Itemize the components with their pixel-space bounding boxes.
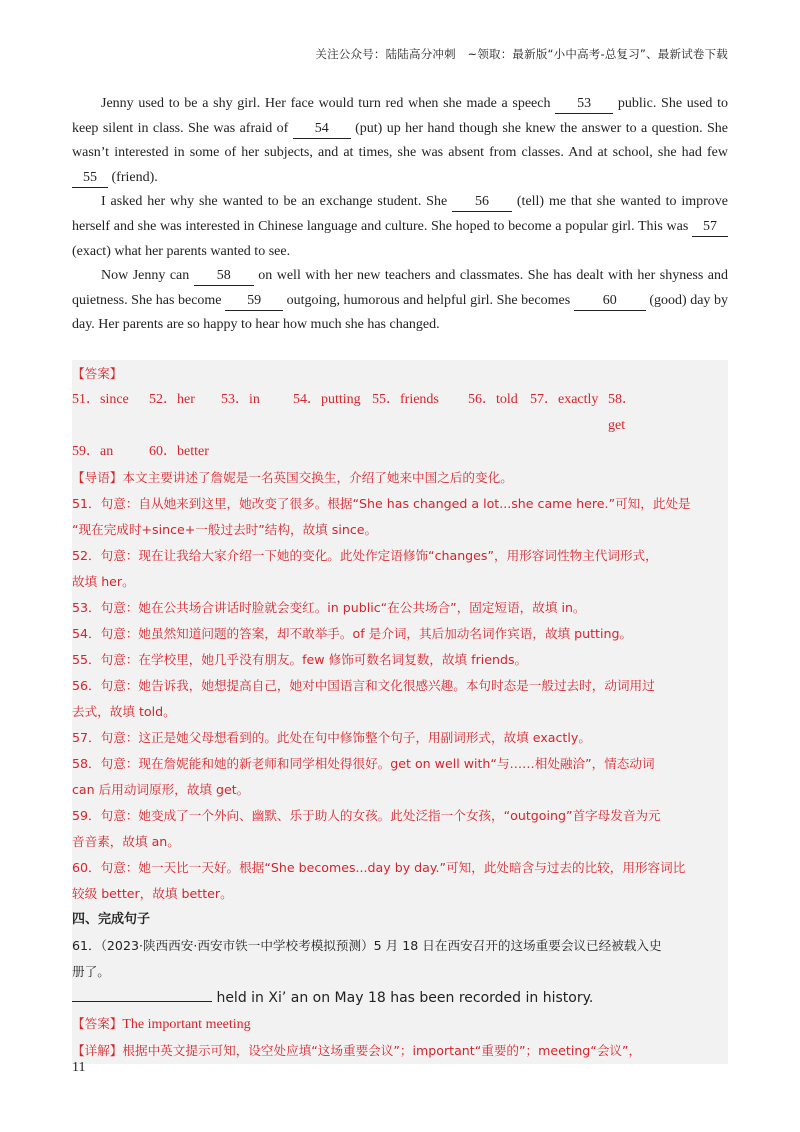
explanation-line: 58．句意：现在詹妮能和她的新老师和同学相处得很好。get on well with“与……相处融洽”，情态动词 bbox=[72, 756, 655, 771]
explanation-item bbox=[72, 751, 728, 803]
explanation-line: 60．句意：她一天比一天好。根据“She becomes...day by day.”可知，此处暗含与过去的比较，用形容词比 bbox=[72, 860, 686, 875]
question-61-line-2: 册了。 bbox=[72, 964, 110, 979]
explanation-line: 去式，故填 told。 bbox=[72, 704, 176, 719]
blank-54: 54 bbox=[293, 120, 351, 139]
explanation-line: 故填 her。 bbox=[72, 574, 135, 589]
blank-58: 58 bbox=[194, 267, 254, 286]
page-number: 11 bbox=[72, 1060, 86, 1075]
explanation-item bbox=[72, 491, 728, 543]
answer-item: 55．friends bbox=[372, 392, 439, 407]
question-61-sentence bbox=[72, 985, 728, 1011]
explanation-line: can 后用动词原形，故填 get。 bbox=[72, 782, 250, 797]
explanation-item bbox=[72, 725, 728, 751]
answer-label: 【答案】 bbox=[72, 366, 123, 381]
explanation-list bbox=[72, 491, 728, 907]
answer-row bbox=[72, 387, 728, 439]
text: outgoing, humorous and helpful girl. She becomes bbox=[283, 292, 574, 308]
text: Now Jenny can bbox=[101, 268, 194, 284]
answer-section bbox=[72, 360, 728, 1064]
page-header: 关注公众号：陆陆高分冲刺 ~领取：最新版“小中高考-总复习”、最新试卷下载 bbox=[315, 47, 728, 61]
passage bbox=[72, 92, 728, 338]
text: (good) day by day. Her parents are so happy to hear how much she has changed. bbox=[72, 292, 729, 333]
blank-61 bbox=[72, 1001, 212, 1002]
answer-item: 51．since bbox=[72, 392, 129, 407]
explanation-line: 53．句意：她在公共场合讲话时脸就会变红。in public“在公共场合”，固定短语，故填 in。 bbox=[72, 600, 586, 615]
text: (tell) me that she wanted to improve herself and she was interested in Chinese language and culture. She hoped to become a popular girl. This was bbox=[72, 194, 728, 234]
answer-value: The important meeting bbox=[122, 1017, 251, 1032]
explanation-item bbox=[72, 595, 728, 621]
passage-paragraph-1 bbox=[72, 92, 728, 190]
passage-paragraph-2 bbox=[72, 190, 728, 264]
explanation-line: 52．句意：现在让我给大家介绍一下她的变化。此处作定语修饰“changes”，用形容词性物主代词形式， bbox=[72, 548, 658, 563]
blank-56: 56 bbox=[452, 193, 512, 212]
answer-item: 54．putting bbox=[293, 392, 361, 407]
blank-57: 57 bbox=[692, 218, 728, 237]
blank-59: 59 bbox=[225, 292, 283, 311]
text: (exact) what her parents wanted to see. bbox=[72, 243, 291, 259]
text: public. She used to keep silent in class. She was afraid of bbox=[72, 96, 728, 136]
explanation-line: 56．句意：她告诉我，她想提高自己，她对中国语言和文化很感兴趣。本句时态是一般过去时，动词用过 bbox=[72, 678, 655, 693]
explanation-line: 57．句意：这正是她父母想看到的。此处在句中修饰整个句子，用副词形式，故填 exactly。 bbox=[72, 730, 591, 745]
explanation-line: 54．句意：她虽然知道问题的答案，却不敢举手。of 是介词，其后加动名词作宾语，故填 putting。 bbox=[72, 626, 633, 641]
answer-item: 56．told bbox=[468, 392, 518, 407]
question-61-answer bbox=[72, 1011, 728, 1038]
explanation-line: 音音素，故填 an。 bbox=[72, 834, 180, 849]
explanation-item bbox=[72, 855, 728, 907]
text: (put) up her hand though she knew the answer to a question. She wasn’t interested in some of her subjects, and at times, she was absent from classes. And at school, she had few bbox=[72, 120, 728, 161]
answer-item: 57．exactly bbox=[530, 392, 599, 407]
explanation-item bbox=[72, 621, 728, 647]
answer-item: 52．her bbox=[149, 392, 195, 407]
question-61-line-1: 61．（2023·陕西西安·西安市铁一中学校考模拟预测）5 月 18 日在西安召开的这场重要会议已经被载入史 bbox=[72, 938, 662, 953]
answer-item: 60．better bbox=[149, 444, 209, 459]
text: I asked her why she wanted to be an exchange student. She bbox=[101, 194, 453, 210]
answer-label: 【答案】 bbox=[72, 1016, 123, 1031]
explanation-item bbox=[72, 673, 728, 725]
question-61-detail: 【详解】根据中英文提示可知，设空处应填“这场重要会议”；important“重要的”；meeting“会议”， bbox=[72, 1043, 642, 1058]
explanation-line: 59．句意：她变成了一个外向、幽默、乐于助人的女孩。此处泛指一个女孩，“outgoing”首字母发音为元 bbox=[72, 808, 661, 823]
explanation-item bbox=[72, 543, 728, 595]
answer-row bbox=[72, 439, 728, 465]
passage-paragraph-3 bbox=[72, 264, 728, 338]
blank-55: 55 bbox=[72, 169, 108, 188]
text: Jenny used to be a shy girl. Her face would turn red when she made a speech bbox=[101, 96, 556, 111]
text: on well with her new teachers and classmates. She has dealt with her shyness and quietness. She has become bbox=[72, 268, 729, 308]
explanation-line: 55．句意：在学校里，她几乎没有朋友。few 修饰可数名词复数，故填 friends。 bbox=[72, 652, 528, 667]
text: held in Xi’ an on May 18 has been recorded in history. bbox=[212, 990, 594, 1006]
guide-text: 【导语】本文主要讲述了詹妮是一名英国交换生，介绍了她来中国之后的变化。 bbox=[72, 470, 513, 485]
explanation-item bbox=[72, 803, 728, 855]
explanation-line: 51．句意：自从她来到这里，她改变了很多。根据“She has changed a lot...she came here.”可知，此处是 bbox=[72, 496, 691, 511]
explanation-line: “现在完成时+since+一般过去时”结构，故填 since。 bbox=[72, 522, 378, 537]
blank-53: 53 bbox=[555, 95, 613, 114]
answer-item: 59．an bbox=[72, 444, 114, 459]
answer-item: 58．get bbox=[608, 392, 636, 433]
blank-60: 60 bbox=[574, 292, 646, 311]
text: (friend). bbox=[108, 169, 158, 185]
section-title: 四、完成句子 bbox=[72, 912, 151, 927]
explanation-item bbox=[72, 647, 728, 673]
explanation-line: 较级 better，故填 better。 bbox=[72, 886, 233, 901]
answer-item: 53．in bbox=[221, 392, 260, 407]
